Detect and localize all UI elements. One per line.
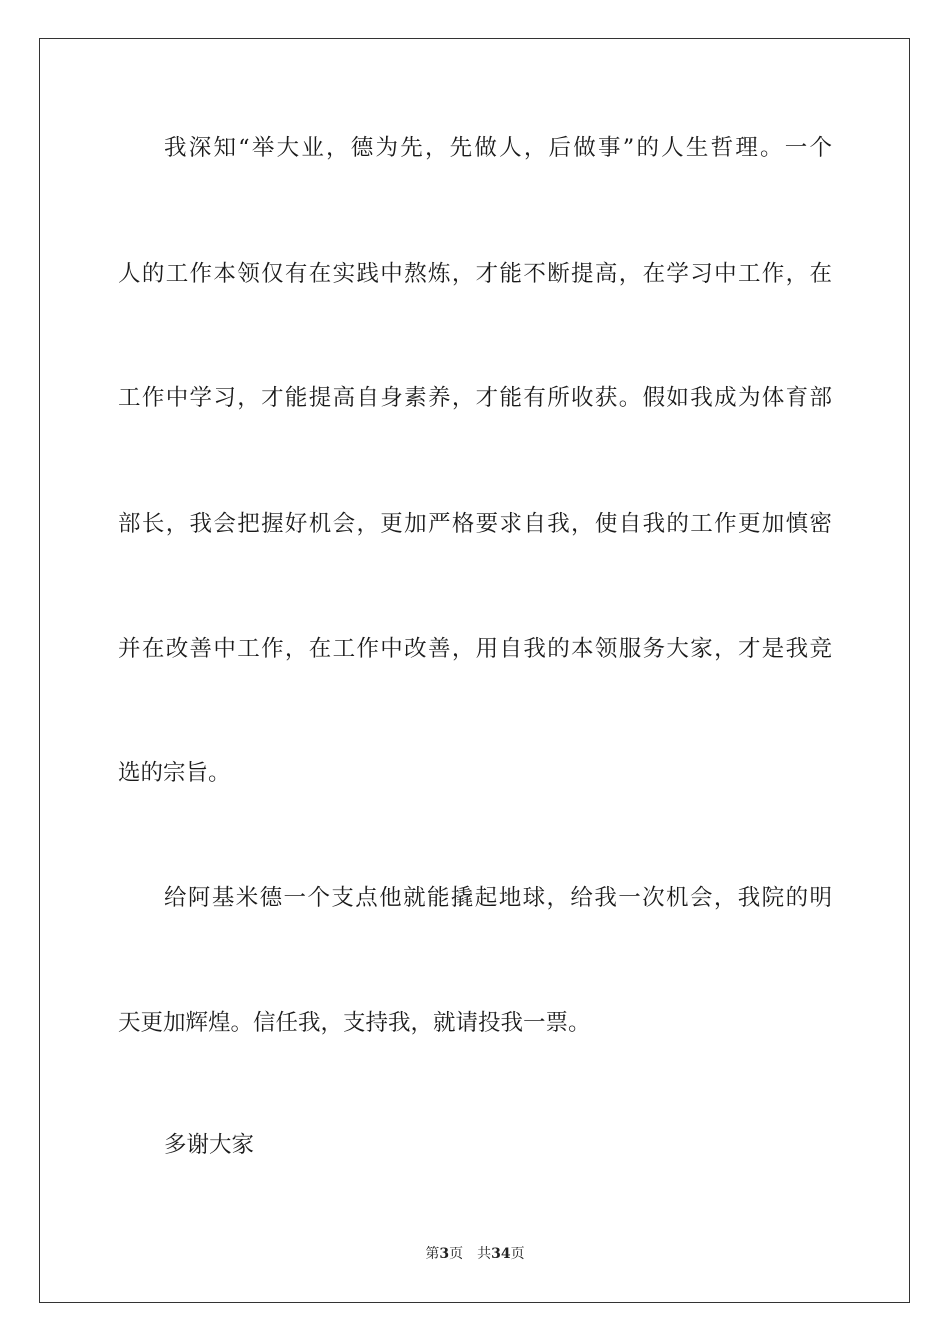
page-suffix: 页 (449, 1246, 464, 1262)
paragraph-line: 我深知“举大业，德为先，先做人，后做事”的人生哲理。一个 (164, 135, 832, 161)
paragraph-line: 天更加辉煌。信任我，支持我，就请投我一票。 (118, 1010, 591, 1036)
page-prefix: 第 (425, 1246, 440, 1262)
paragraph-line: 给阿基米德一个支点他就能撬起地球，给我一次机会，我院的明 (164, 885, 832, 911)
total-suffix: 页 (510, 1246, 525, 1262)
paragraph-line: 并在改善中工作，在工作中改善，用自我的本领服务大家，才是我竞 (118, 636, 832, 662)
closing-line: 多谢大家 (164, 1132, 255, 1158)
paragraph-line: 选的宗旨。 (118, 760, 231, 786)
paragraph-line: 部长，我会把握好机会，更加严格要求自我，使自我的工作更加慎密 (118, 511, 832, 537)
page-number: 3 (439, 1246, 450, 1262)
total-prefix: 共 (477, 1246, 492, 1262)
total-pages: 34 (491, 1246, 511, 1262)
page-footer (0, 1245, 950, 1263)
paragraph-line: 人的工作本领仅有在实践中熬炼，才能不断提高，在学习中工作，在 (118, 261, 832, 287)
paragraph-line: 工作中学习，才能提高自身素养，才能有所收获。假如我成为体育部 (118, 385, 832, 411)
page-border (39, 38, 910, 1303)
